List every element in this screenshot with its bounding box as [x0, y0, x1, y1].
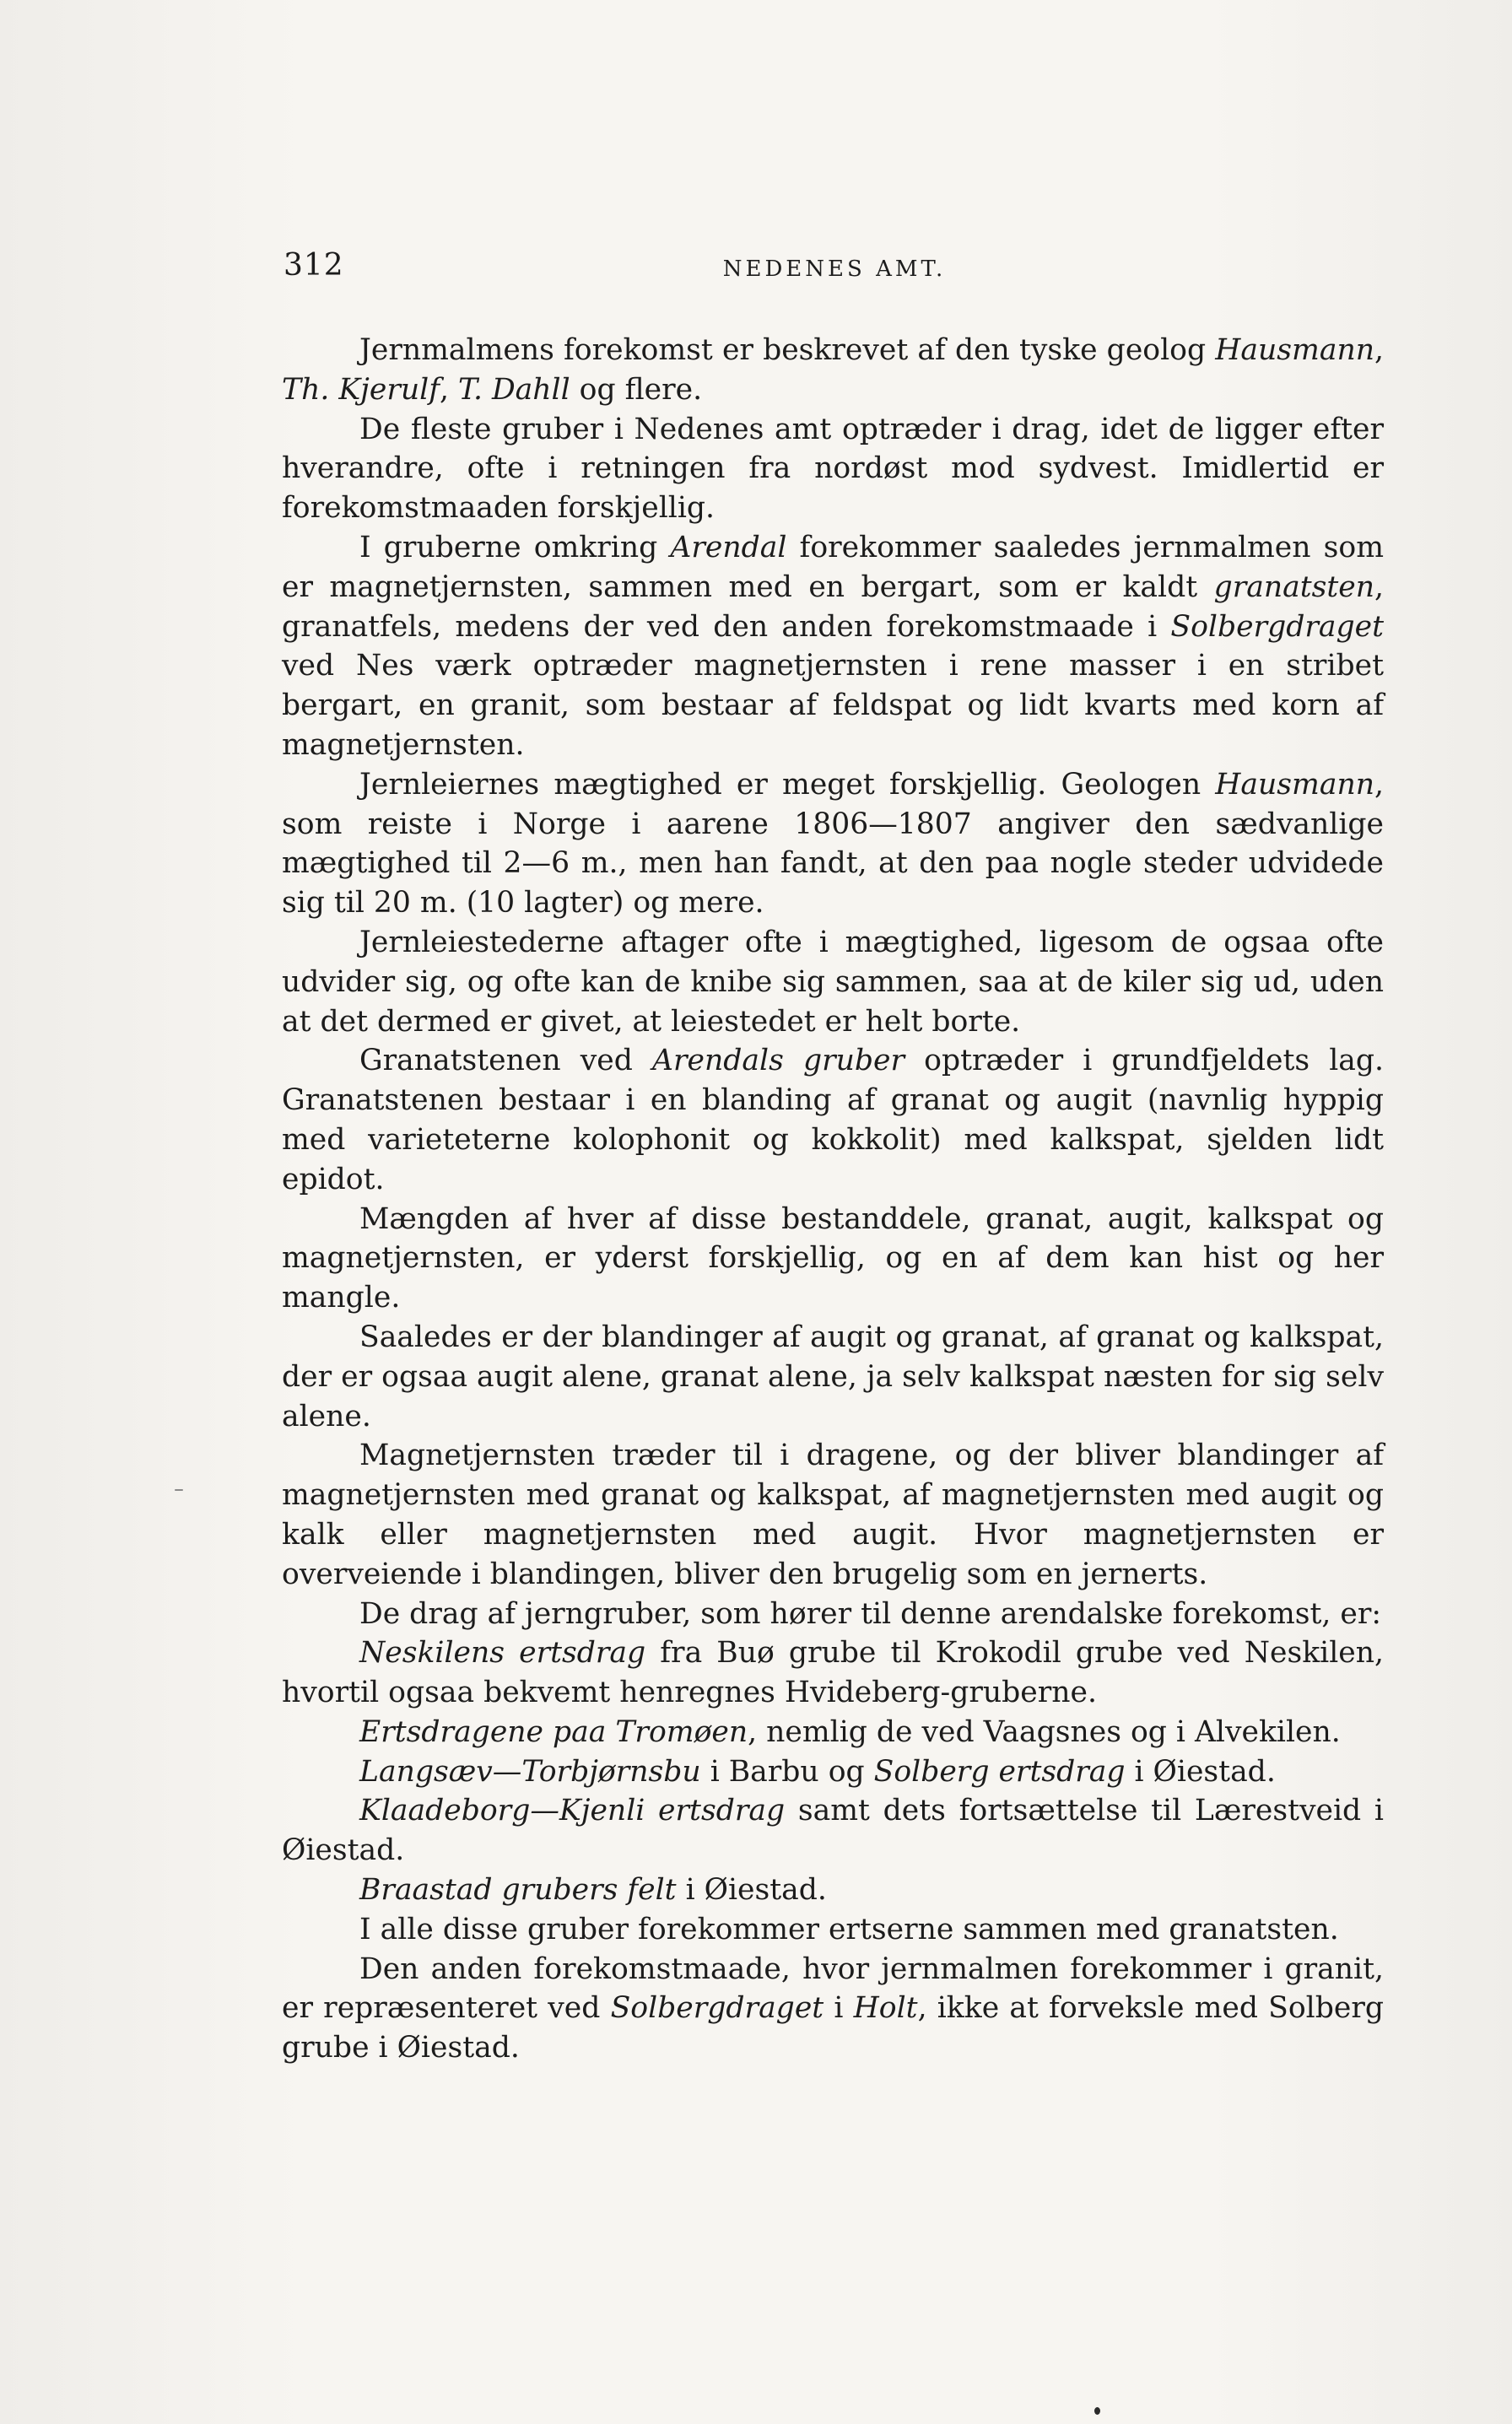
- paragraph: [282, 1436, 1384, 1594]
- paragraph: [282, 1200, 1384, 1318]
- paragraph: [282, 1910, 1384, 1950]
- text-run: i Øiestad.: [1125, 1754, 1276, 1789]
- text-run: Den anden forekomstmaade, hvor jernmalmen forekommer i granit, er repræsenteret ved: [282, 1952, 1384, 2026]
- page-header: [284, 245, 1385, 295]
- text-run: I alle disse gruber forekommer ertserne sammen med granatsten.: [359, 1912, 1339, 1946]
- text-run: ,: [440, 372, 458, 407]
- italic-text: Neskilens ertsdrag: [359, 1636, 646, 1671]
- italic-text: Solbergdraget: [1170, 609, 1384, 644]
- text-run: , granatfels, medens der ved den anden forekomstmaade i: [282, 570, 1384, 644]
- speck-mark: [1094, 2407, 1100, 2415]
- speck-mark: [175, 1489, 183, 1491]
- paragraph: [282, 1318, 1384, 1436]
- body-text: [282, 331, 1384, 2068]
- paragraph: [282, 765, 1384, 923]
- italic-text: Langsæv—Torbjørnsbu: [359, 1754, 701, 1789]
- text-run: forekommer saaledes jernmalmen som er magnetjernsten, sammen med en bergart, som er kaldt: [282, 530, 1385, 604]
- paragraph: [282, 528, 1384, 765]
- paragraph: [282, 331, 1384, 410]
- text-run: Mængden af hver af disse bestanddele, granat, augit, kalkspat og magnetjernsten, er yderst forskjellig, og en af dem kan hist og her mangle.: [282, 1201, 1384, 1315]
- italic-text: T. Dahll: [457, 372, 570, 407]
- running-head: NEDENES AMT.: [722, 256, 947, 282]
- text-run: fra Buø grube til Krokodil grube ved Neskilen, hvortil ogsaa bekvemt henregnes Hvideberg-gruberne.: [282, 1636, 1384, 1710]
- text-run: samt dets fortsættelse til Lærestveid i Øiestad.: [282, 1794, 1384, 1868]
- text-run: Saaledes er der blandinger af augit og granat, af granat og kalkspat, der er ogsaa augit alene, granat alene, ja selv kalkspat næsten for sig selv alene.: [282, 1320, 1384, 1433]
- text-run: De fleste gruber i Nedenes amt optræder i drag, idet de ligger efter hverandre, ofte i retningen fra nordøst mod sydvest. Imidlertid er forekomstmaaden forskjellig.: [282, 412, 1384, 526]
- text-run: , ikke at forveksle med Solberg grube i Øiestad.: [282, 1991, 1385, 2065]
- text-run: De drag af jerngruber, som hører til denne arendalske forekomst, er:: [359, 1596, 1382, 1631]
- text-run: Jernmalmens forekomst er beskrevet af den tyske geolog: [359, 333, 1216, 367]
- italic-text: Arendal: [670, 530, 787, 564]
- text-run: ved Nes værk optræder magnetjernsten i rene masser i en stribet bergart, en granit, som bestaar af feldspat og lidt kvarts med korn af magnetjernsten.: [282, 649, 1384, 762]
- italic-text: Arendals gruber: [652, 1044, 905, 1078]
- italic-text: Braastad grubers felt: [359, 1873, 677, 1908]
- paragraph: [282, 1950, 1384, 2068]
- text-run: Jernleiestederne aftager ofte i mægtighed, ligesom de ogsaa ofte udvider sig, og ofte kan de knibe sig sammen, saa at de kiler sig ud, uden at det dermed er givet, at leiestedet er helt borte.: [282, 925, 1384, 1039]
- text-run: i Øiestad.: [676, 1873, 827, 1908]
- paragraph: [282, 410, 1384, 528]
- text-run: i Barbu og: [700, 1754, 874, 1789]
- paragraph: [282, 1791, 1384, 1871]
- text-run: , som reiste i Norge i aarene 1806—1807 angiver den sædvanlige mægtighed til 2—6 m., men han fandt, at den paa nogle steder udvidede sig til 20 m. (10 lagter) og mere.: [282, 767, 1384, 920]
- italic-text: Solberg ertsdrag: [873, 1754, 1126, 1789]
- text-run: Magnetjernsten træder til i dragene, og der bliver blandinger af magnetjernsten med granat og kalkspat, af magnetjernsten med augit og kalk eller magnetjernsten med augit. Hvor magnetjernsten er overveiende i blandingen, bliver den brugelig som en jernerts.: [282, 1439, 1384, 1591]
- text-run: Granatstenen ved: [359, 1044, 653, 1078]
- italic-text: Ertsdragene paa Tromøen: [359, 1714, 748, 1749]
- paragraph: [282, 923, 1384, 1041]
- text-run: i: [824, 1991, 854, 2026]
- italic-text: Hausmann: [1215, 333, 1374, 367]
- italic-text: Klaadeborg—Kjenli ertsdrag: [359, 1794, 786, 1828]
- paragraph: [282, 1752, 1384, 1792]
- paragraph: [282, 1041, 1384, 1199]
- paragraph: [282, 1595, 1384, 1634]
- italic-text: granatsten: [1213, 570, 1374, 604]
- italic-text: Holt: [853, 1991, 918, 2026]
- text-run: ,: [1374, 333, 1384, 367]
- text-run: og flere.: [570, 372, 703, 407]
- paragraph: [282, 1871, 1384, 1910]
- italic-text: Th. Kjerulf: [282, 372, 440, 407]
- text-run: Jernleiernes mægtighed er meget forskjellig. Geologen: [359, 767, 1216, 802]
- italic-text: Solbergdraget: [610, 1991, 824, 2026]
- text-run: I gruberne omkring: [359, 530, 671, 564]
- text-run: , nemlig de ved Vaagsnes og i Alvekilen.: [748, 1714, 1341, 1749]
- paragraph: [282, 1713, 1384, 1752]
- paragraph: [282, 1633, 1384, 1713]
- text-run: optræder i grundfjeldets lag. Granatstenen bestaar i en blanding af granat og augit (navnlig hyppig med varieteterne kolophonit og kokkolit) med kalkspat, sjelden lidt epidot.: [282, 1044, 1385, 1196]
- italic-text: Hausmann: [1215, 767, 1374, 802]
- page-number: 312: [284, 248, 344, 283]
